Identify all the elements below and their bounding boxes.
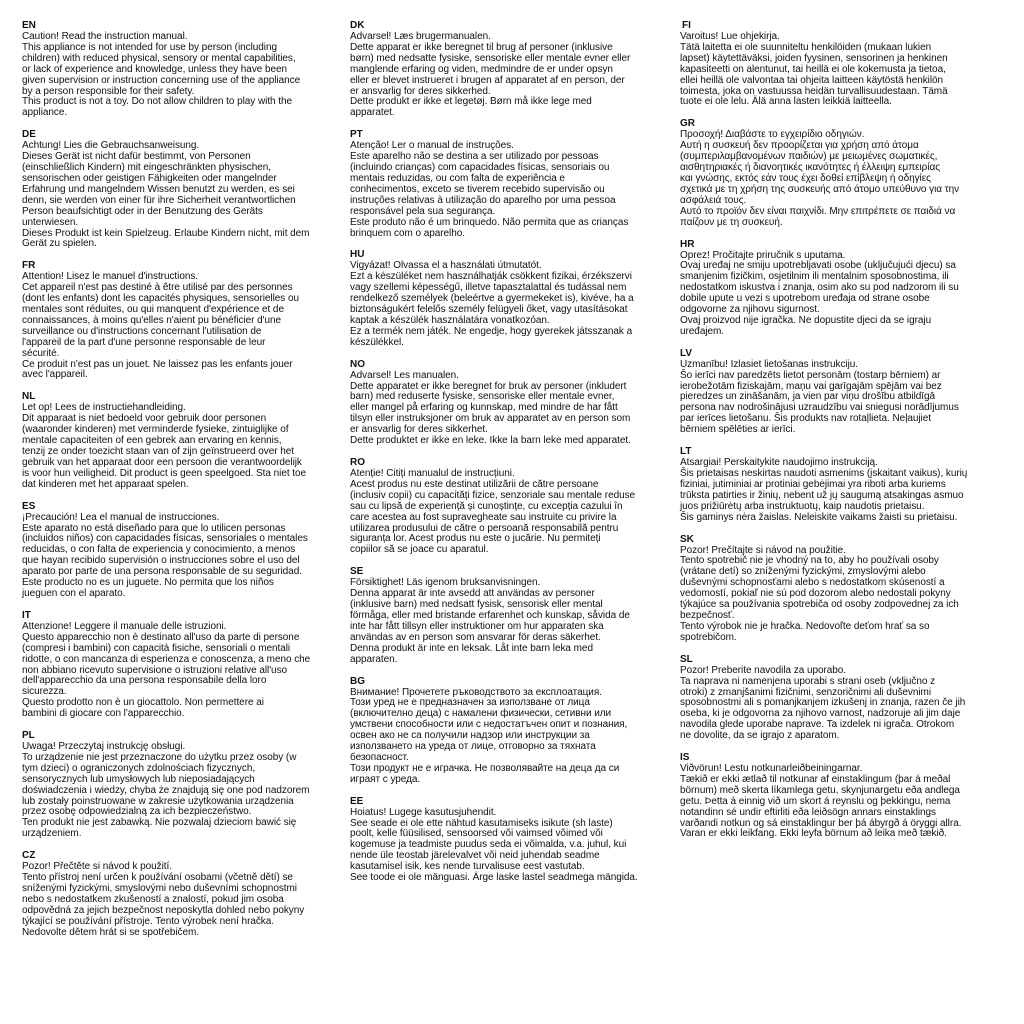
language-code-nl: NL [22,391,36,403]
section-ro [350,457,675,556]
language-code-pt: PT [350,129,363,141]
language-code-sk: SK [680,533,694,545]
language-code-it: IT [22,609,31,621]
language-code-es: ES [22,500,36,512]
section-cz [22,850,340,938]
section-bg [350,676,675,786]
language-code-lv: LV [680,347,693,359]
section-fi [680,20,1012,108]
language-code-pl: PL [22,730,35,742]
section-lt [680,446,1012,523]
warning-text-se: Försiktighet! Läs igenom bruksanvisningen. Denna apparat är inte avsedd att användas av personer (inklusive barn) med nedsatt fysisk, sensorisk eller mental förmåga, eller med bristande erfarenhet och kunskap, såvida de inte har fått tillsyn eller instruktioner om hur apparaten ska användas av en person som ansvarar för deras säkerhet. Denna produkt är inte en leksak. Låt inte barn leka med apparaten. [350,577,630,665]
section-pt [350,129,675,239]
column-middle [350,0,675,894]
language-code-bg: BG [350,675,365,687]
language-code-ro: RO [350,457,365,468]
language-code-is: IS [680,752,690,764]
section-pl [22,730,340,840]
section-dk [350,20,675,119]
warning-text-en: Caution! Read the instruction manual. This appliance is not intended for use by person (including children) with reduced physical, sensory or mental capabilities, or lack of experience and knowledge, unless they have been given supervision or instruction concerning use of the appliance by a person responsible for their safety. This product is not a toy. Do not allow children to play with the appliance. [22,31,301,119]
language-code-en: EN [22,20,36,31]
language-code-se: SE [350,566,364,578]
language-code-gr: GR [680,118,695,130]
section-sl [680,654,1012,742]
warning-text-de: Achtung! Lies die Gebrauchsanweisung. Dieses Gerät ist nicht dafür bestimmt, von Personen (einschließlich Kindern) mit eingeschränkten physischen, sensorischen oder geistigen Fähigkeiten oder mangelnder Erfahrung und mangelndem Wissen benutzt zu werden, es sei denn, sie werden von einer für ihre Sicherheit verantwortlichen Person beaufsichtigt oder in der Benutzung des Geräts unterwiesen. Dieses Produkt ist kein Spielzeug. Erlaube Kindern nicht, mit dem Gerät zu spielen. [22,140,310,250]
warning-text-hr: Oprez! Pročitajte priručnik s uputama. Ovaj uređaj ne smiju upotrebljavati osobe (uključujući djecu) sa smanjenim fizičkim, osjetilnim ili mentalnim sposobnostima, ili nedostatkom iskustva i znanja, osim ako su pod nadzorom ili su dobile upute u vezi s upotrebom uređaja od strane osobe odgovorne za njihovu sigurnost. Ovaj proizvod nije igračka. Ne dopustite djeci da se igraju uređajem. [680,249,959,337]
warning-text-ro: Atenție! Citiți manualul de instrucțiuni. Acest produs nu este destinat utilizării de către persoane (inclusiv copii) cu capacități fizice, senzoriale sau mentale reduse sau cu lipsă de experiență și cunoștințe, cu excepția cazului în care acestea au fost supravegheate sau instruite cu privire la utilizarea produsului de către o persoană responsabilă pentru siguranța lor. Acest produs nu este o jucărie. Nu permiteți copiilor să se joace cu aparatul. [350,468,636,556]
section-nl [22,391,340,490]
section-en [22,20,340,119]
warning-text-pt: Atenção! Ler o manual de instruções. Este aparelho não se destina a ser utilizado por pessoas (incluindo crianças) com capacidades físicas, sensoriais ou mentais reduzidas, ou com falta de experiência e conhecimentos, exceto se tiverem recebido supervisão ou instruções relativas à utilização do aparelho por uma pessoa responsável pela sua segurança. Este produto não é um brinquedo. Não permita que as crianças brinquem com o aparelho. [350,140,629,239]
section-gr [680,118,1012,228]
section-se [350,566,675,665]
section-is [680,752,1012,840]
warning-text-gr: Προσοχή! Διαβάστε το εγχειρίδιο οδηγιών. Αυτή η συσκευή δεν προορίζεται για χρήση από άτομα (συμπεριλαμβανομένων παιδιών) με μειωμένες σωματικές, αισθητηριακές ή διανοητικές ικανότητες ή έλλειψη εμπειρίας και γνώσης, εκτός εάν τους έχει δοθεί επίβλεψη ή οδηγίες σχετικά με τη χρήση της συσκευής από άτομο υπεύθυνο για την ασφάλειά τους. Αυτό το προϊόν δεν είναι παιχνίδι. Μην επιτρέπετε σε παιδιά να παίζουν με τη συσκευή. [680,129,960,228]
language-code-fr: FR [22,260,36,272]
warning-text-lv: Uzmanību! Izlasiet lietošanas instrukciju. Šo ierīci nav paredzēts lietot personām (tostarp bērniem) ar ierobežotām fiziskajām, maņu vai garīgajām spējām vai bez pieredzes un zināšanām, ja vien par viņu drošību atbildīgā persona nav nodrošinājusi uzraudzību vai sniegusi norādījumus par ierīces lietošanu. Šis produkts nav rotaļlieta. Neļaujiet bērniem spēlēties ar ierīci. [680,358,959,436]
section-hr [680,239,1012,338]
language-code-sl: SL [680,653,693,665]
section-sk [680,534,1012,644]
language-code-de: DE [22,129,36,141]
warning-text-lt: Atsargiai! Perskaitykite naudojimo instrukciją. Šis prietaisas neskirtas naudoti asmenims (įskaitant vaikus), kurių fiziniai, jutiminiai ar protiniai gebėjimai yra riboti arba kuriems trūksta patirties ir žinių, nebent už jų saugumą atsakingas asmuo juos prižiūrėtų arba instruktuotų, kaip naudotis prietaisu. Šis gaminys nėra žaislas. Neleiskite vaikams žaisti su prietaisu. [680,457,968,523]
section-hu [350,249,675,348]
language-code-lt: LT [680,446,692,458]
warning-text-sl: Pozor! Preberite navodila za uporabo. Ta naprava ni namenjena uporabi s strani oseb (vključno z otroki) z zmanjšanimi fizičnimi, senzoričnimi ali duševnimi sposobnostmi ali s pomanjkanjem izkušenj in znanja, razen če jih oseba, ki je odgovorna za njihovo varnost, nadzoruje ali jim daje navodila glede uporabe naprave. Ta izdelek ni igrača. Otrokom ne dovolite, da se igrajo z aparatom. [680,664,966,742]
section-lv [680,348,1012,436]
warning-text-fi: Varoitus! Lue ohjekirja. Tätä laitetta ei ole suunniteltu henkilöiden (mukaan lukien lapset) käytettäväksi, joiden fyysinen, sensorinen ja henkinen kapasiteetti on alentunut, tai heillä ei ole kokemusta ja tietoa, ellei heillä ole valvontaa tai ohjeita laitteen käytöstä henkilön toimesta, joka on vastuussa heidän turvallisuudestaan. Tämä tuote ei ole lelu. Älä anna lasten leikkiä laitteella. [680,31,948,108]
language-code-ee: EE [350,795,364,807]
section-fr [22,260,340,381]
language-code-dk: DK [350,20,365,31]
warning-text-dk: Advarsel! Læs brugermanualen. Dette apparat er ikke beregnet til brug af personer (inklusive børn) med nedsatte fysiske, sensoriske eller mentale evner eller manglende erfaring og viden, medmindre de er under opsyn eller er blevet instrueret i brugen af apparatet af en person, der er ansvarlig for deres sikkerhed. Dette produkt er ikke et legetøj. Børn må ikke lege med apparatet. [350,31,631,119]
warning-text-fr: Attention! Lisez le manuel d'instructions. Cet appareil n'est pas destiné à être utilisé par des personnes (dont les enfants) dont les capacités physiques, sensorielles ou mentales sont réduites, ou qui manquent d'expérience et de connaissances, à moins qu'elles n'aient pu bénéficier d'une surveillance ou d'instructions concernant l'utilisation de l'appareil de la part d'une personne responsable de leur sécurité. Ce produit n'est pas un jouet. Ne laissez pas les enfants jouer avec l'appareil. [22,271,299,381]
section-ee [350,796,675,884]
section-it [22,610,340,720]
language-code-hr: HR [680,238,695,250]
warning-text-is: Viðvörun! Lestu notkunarleiðbeiningarnar. Tækið er ekki ætlað til notkunar af einstaklingum (þar á meðal börnum) með skerta líkamlega getu, skynjunargetu eða andlega getu. Þetta á einnig við um skort á reynslu og þekkingu, nema notandinn sé undir eftirliti eða leiðsögn annars einstaklings varðandi notkun og sá einstaklingur ber þá ábyrgð á öryggi allra. Varan er ekki leikfang. Ekki leyfa börnum að leika með tækið. [680,763,962,840]
language-code-no: NO [350,358,365,370]
warning-text-bg: Внимание! Прочетете ръководството за експлоатация. Този уред не е предназначен за използване от лица (включително деца) с намалени физически, сетивни или умствени способности или с недостатъчен опит и познания, освен ако не са получили надзор или инструкции за използването на уреда от лице, отговорно за тяхната безопасност. Този продукт не е играчка. Не позволявайте на деца да си играят с уреда. [350,686,628,785]
language-code-hu: HU [350,249,365,261]
language-code-fi: FI [682,20,691,31]
language-code-cz: CZ [22,850,36,862]
warning-text-no: Advarsel! Les manualen. Dette apparatet er ikke beregnet for bruk av personer (inkludert barn) med reduserte fysiske, sensoriske eller mentale evner, eller mangel på erfaring og kunnskap, med mindre de har fått tilsyn eller instruksjoner om bruk av apparatet av en person som er ansvarlig for deres sikkerhet. Dette produktet er ikke en leke. Ikke la barn leke med apparatet. [350,369,631,447]
section-no [350,359,675,447]
warning-text-nl: Let op! Lees de instructiehandleiding. Dit apparaat is niet bedoeld voor gebruik door personen (waaronder kinderen) met verminderde fysieke, zintuiglijke of mentale capaciteiten of een gebrek aan ervaring en kennis, tenzij ze onder toezicht staan van of zijn geïnstrueerd over het gebruik van het apparaat door een persoon die verantwoordelijk is voor hun veiligheid. Dit product is geen speelgoed. Sta niet toe dat kinderen met het apparaat spelen. [22,402,307,490]
section-es [22,501,340,600]
section-de [22,129,340,250]
column-left [22,0,340,949]
warning-text-cz: Pozor! Přečtěte si návod k použití. Tento přístroj není určen k používání osobami (včetně dětí) se sníženými fyzickými, smyslovými nebo duševními schopnostmi nebo s nedostatkem zkušeností a znalostí, pokud jim osoba odpovědná za jejich bezpečnost neposkytla dohled nebo pokyny týkající se používání přístroje. Tento výrobek není hračka. Nedovolte dětem hrát si se spotřebičem. [22,861,305,938]
warning-text-pl: Uwaga! Przeczytaj instrukcję obsługi. To urządzenie nie jest przeznaczone do użytku przez osoby (w tym dzieci) o ograniczonych zdolnościach fizycznych, sensorycznych lub umysłowych lub nieposiadających doświadczenia i wiedzy, chyba że znajdują się one pod nadzorem lub zostały poinstruowane w zakresie użytkowania urządzenia przez osobę odpowiedzialną za ich bezpieczeństwo. Ten produkt nie jest zabawką. Nie pozwalaj dzieciom bawić się urządzeniem. [22,741,310,840]
warning-text-hu: Vigyázat! Olvassa el a használati útmutatót. Ezt a készüléket nem használhatják csökkent fizikai, érzékszervi vagy szellemi képességű, illetve tapasztalattal és tudással nem rendelkező személyek (beleértve a gyermekeket is), kivéve, ha a biztonságukért felelős személy felügyeli őket, vagy utasításokat kaptak a készülék használatára vonatkozóan. Ez a termék nem játék. Ne engedje, hogy gyerekek játsszanak a készülékkel. [350,260,634,348]
warning-text-sk: Pozor! Prečítajte si návod na použitie. Tento spotrebič nie je vhodný na to, aby ho používali osoby (vrátane detí) so zníženými fyzickými, zmyslovými alebo duševnými schopnosťami alebo s nedostatkom skúseností a vedomostí, pokiaľ nie sú pod dozorom alebo nedostali pokyny týkajúce sa používania spotrebiča od osoby zodpovednej za ich bezpečnosť. Tento výrobok nie je hračka. Nedovoľte deťom hrať sa so spotrebičom. [680,544,959,643]
warning-text-it: Attenzione! Leggere il manuale delle istruzioni. Questo apparecchio non è destinato all'uso da parte di persone (compresi i bambini) con capacità fisiche, sensoriali o mentali ridotte, o con mancanza di esperienza e conoscenza, a meno che non abbiano ricevuto supervisione o istruzioni relative all'uso dell'apparecchio da una persona responsabile della loro sicurezza. Questo prodotto non è un giocattolo. Non permettere ai bambini di giocare con l'apparecchio. [22,620,311,720]
warning-text-ee: Hoiatus! Lugege kasutusjuhendit. See seade ei ole ette nähtud kasutamiseks isikute (sh laste) poolt, kelle füüsilised, sensoorsed või vaimsed võimed või kogemuse ja teadmiste puudus seda ei võimalda, v.a. juhul, kui nende üle teostab järelevalvet või neid juhendab seadme kasutamisel isik, kes nende turvalisuse eest vastutab. See toode ei ole mänguasi. Ärge laske lastel seadmega mängida. [350,806,638,884]
warning-text-es: ¡Precaución! Lea el manual de instrucciones. Este aparato no está diseñado para que lo utilicen personas (incluidos niños) con capacidades físicas, sensoriales o mentales reducidas, o con falta de experiencia y conocimiento, a menos que hayan recibido supervisión o instrucciones sobre el uso del aparato por parte de una persona responsable de su seguridad. Este producto no es un juguete. No permita que los niños jueguen con el aparato. [22,511,308,599]
column-right [680,0,1012,850]
